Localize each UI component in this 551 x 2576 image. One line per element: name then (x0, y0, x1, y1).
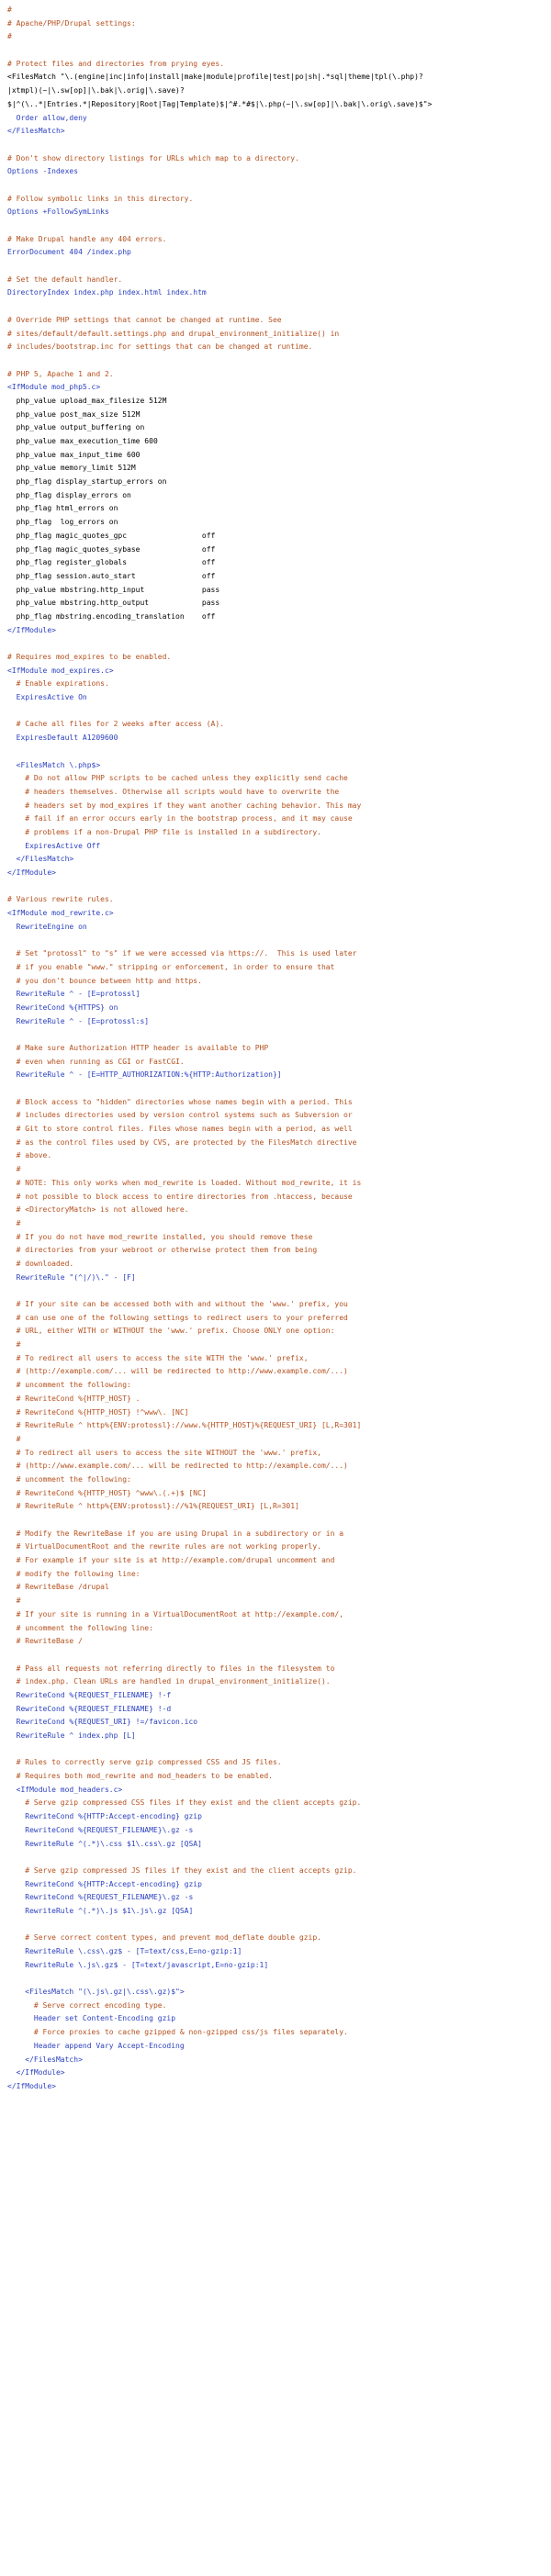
code-line: # Set "protossl" to "s" if we were accessed via https://. This is used later (7, 949, 357, 958)
code-line: RewriteCond %{REQUEST_FILENAME}\.gz -s (7, 1825, 194, 1834)
code-line (7, 1082, 551, 1096)
code-line: RewriteCond %{REQUEST_FILENAME}\.gz -s (7, 1893, 194, 1902)
code-line: php_value post_max_size 512M (7, 409, 141, 419)
code-line: # If your site is running in a VirtualDocumentRoot at http://example.com/, (7, 1609, 344, 1618)
code-line: php_value max_input_time 600 (7, 450, 141, 459)
code-line: # Follow symbolic links in this directory. (7, 194, 194, 203)
code-line: # Requires both mod_rewrite and mod_headers to be enabled. (7, 1772, 273, 1781)
code-line: # headers set by mod_expires if they want another caching behavior. This may (7, 801, 362, 810)
code-line: RewriteCond %{HTTP:Accept-encoding} gzip (7, 1812, 202, 1821)
code-line (7, 637, 551, 651)
code-line: # if you enable "www." stripping or enforcement, in order to ensure that (7, 962, 335, 971)
code-line: Order allow,deny (7, 113, 87, 122)
code-line: # If you do not have mod_rewrite installed, you should remove these (7, 1232, 313, 1241)
code-line: RewriteCond %{HTTPS} on (7, 1002, 118, 1012)
code-line: # (7, 1434, 21, 1443)
code-line: php_flag session.auto_start off (7, 571, 216, 580)
code-line: # Protect files and directories from prying eyes. (7, 59, 225, 68)
code-line: <IfModule mod_expires.c> (7, 666, 114, 675)
code-line (7, 745, 551, 759)
code-line: php_flag magic_quotes_gpc off (7, 531, 216, 540)
code-line: php_value memory_limit 512M (7, 464, 136, 473)
code-line: # Serve correct encoding type. (7, 2000, 167, 2010)
code-line: # PHP 5, Apache 1 and 2. (7, 369, 114, 378)
code-line: ExpiresActive Off (7, 841, 101, 850)
code-line (7, 880, 551, 894)
code-line: # Modify the RewriteBase if you are using Drupal in a subdirectory or in a (7, 1529, 344, 1538)
code-line: # Do not allow PHP scripts to be cached unless they explicitly send cache (7, 774, 348, 783)
code-line: # (http://example.com/... will be redirected to http://www.example.com/...) (7, 1367, 348, 1376)
code-line (7, 1972, 551, 1986)
code-line: # VirtualDocumentRoot and the rewrite rules are not working properly. (7, 1542, 321, 1551)
code-line: # Make sure Authorization HTTP header is available to PHP (7, 1043, 269, 1052)
code-line (7, 1028, 551, 1042)
code-line: php_value max_execution_time 600 (7, 437, 158, 445)
code-line: RewriteRule ^ - [E=protossl] (7, 990, 141, 999)
code-line: # (7, 6, 12, 14)
code-line: RewriteRule \.js\.gz$ - [T=text/javascript,E=no-gzip:1] (7, 1960, 269, 1969)
code-line: # Apache/PHP/Drupal settings: (7, 18, 136, 28)
code-line: ExpiresActive On (7, 693, 87, 702)
code-line: php_value upload_max_filesize 512M (7, 396, 167, 405)
code-line: <IfModule mod_headers.c> (7, 1785, 123, 1794)
code-line (7, 219, 551, 233)
code-line: </FilesMatch> (7, 2055, 83, 2064)
code-line: # Set the default handler. (7, 274, 123, 284)
code-line: # Rules to correctly serve gzip compressed CSS and JS files. (7, 1758, 282, 1767)
code-line: php_value output_buffering on (7, 423, 145, 432)
code-line: <IfModule mod_rewrite.c> (7, 909, 114, 918)
code-line (7, 179, 551, 193)
code-line: # NOTE: This only works when mod_rewrite is loaded. Without mod_rewrite, it is (7, 1178, 362, 1187)
code-line: # Serve gzip compressed JS files if they exist and the client accepts gzip. (7, 1865, 357, 1875)
code-line: # To redirect all users to access the site WITH the 'www.' prefix, (7, 1353, 309, 1362)
code-line: # RewriteCond %{HTTP_HOST} !^www\. [NC] (7, 1407, 189, 1417)
code-line: </IfModule> (7, 868, 56, 877)
code-line: # (7, 1596, 21, 1606)
code-line: php_value mbstring.http_input pass (7, 585, 220, 594)
code-line: # Various rewrite rules. (7, 895, 114, 904)
code-line: # <DirectoryMatch> is not allowed here. (7, 1205, 189, 1215)
code-line: Options -Indexes (7, 167, 79, 176)
code-line: # RewriteRule ^ http%{ENV:protossl}://%1%{REQUEST_URI} [L,R=301] (7, 1502, 299, 1511)
code-line: RewriteCond %{REQUEST_FILENAME} !-d (7, 1704, 172, 1713)
code-line: </FilesMatch> (7, 127, 65, 136)
code-line: # RewriteCond %{HTTP_HOST} . (7, 1394, 141, 1403)
code-line: # RewriteBase / (7, 1637, 83, 1646)
code-line: RewriteRule ^ - [E=HTTP_AUTHORIZATION:%{HTTP:Authorization}] (7, 1070, 282, 1080)
code-line: # Pass all requests not referring directly to files in the filesystem to (7, 1663, 335, 1673)
code-line: Options +FollowSymLinks (7, 207, 109, 217)
code-line: # uncomment the following: (7, 1474, 131, 1484)
code-line: # you don't bounce between http and https. (7, 976, 202, 985)
code-line (7, 705, 551, 719)
code-line: # Serve gzip compressed CSS files if they exist and the client accepts gzip. (7, 1798, 362, 1808)
code-line (7, 934, 551, 947)
code-line: php_flag display_startup_errors on (7, 477, 167, 487)
code-line: php_flag html_errors on (7, 504, 118, 513)
code-line: ExpiresDefault A1209600 (7, 734, 118, 743)
code-line (7, 300, 551, 314)
code-line (7, 260, 551, 274)
code-line (7, 1284, 551, 1298)
code-line: Header append Vary Accept-Encoding (7, 2041, 185, 2050)
code-line: # RewriteRule ^ http%{ENV:protossl}://www.%{HTTP_HOST}%{REQUEST_URI} [L,R=301] (7, 1421, 362, 1430)
code-line: </IfModule> (7, 2081, 56, 2090)
code-line: # downloaded. (7, 1259, 74, 1268)
code-line: RewriteCond %{REQUEST_URI} !=/favicon.ico (7, 1718, 198, 1727)
code-line: php_value mbstring.http_output pass (7, 599, 220, 608)
code-line: <FilesMatch \.php$> (7, 760, 101, 769)
code-line (7, 44, 551, 58)
code-line: # If your site can be accessed both with and without the 'www.' prefix, you (7, 1300, 348, 1308)
code-line: # includes/bootstrap.inc for settings that can be changed at runtime. (7, 342, 313, 352)
code-line: # Force proxies to cache gzipped & non-gzipped css/js files separately. (7, 2028, 348, 2037)
code-line: RewriteRule \.css\.gz$ - [T=text/css,E=no-gzip:1] (7, 1947, 242, 1955)
code-line: # (7, 1218, 21, 1227)
code-line: php_flag display_errors on (7, 490, 131, 499)
code-line: php_flag register_globals off (7, 558, 216, 567)
code-line: # (http://www.example.com/... will be redirected to http://example.com/...) (7, 1462, 348, 1471)
code-line: RewriteCond %{REQUEST_FILENAME} !-f (7, 1690, 172, 1699)
code-line: # RewriteBase /drupal (7, 1583, 109, 1592)
code-line: # can use one of the following settings to redirect users to your preferred (7, 1313, 348, 1322)
code-line (7, 1649, 551, 1663)
code-line: # even when running as CGI or FastCGI. (7, 1057, 185, 1066)
code-line: RewriteRule "(^|/)\." - [F] (7, 1272, 136, 1282)
code-line: php_flag mbstring.encoding_translation off (7, 611, 216, 621)
code-line: # not possible to block access to entire directories from .htaccess, because (7, 1192, 353, 1201)
code-line: <IfModule mod_php5.c> (7, 383, 101, 392)
code-line (7, 1851, 551, 1865)
code-line: </FilesMatch> (7, 855, 74, 864)
code-line: </IfModule> (7, 2068, 65, 2078)
code-line: # Requires mod_expires to be enabled. (7, 653, 172, 661)
code-line: <FilesMatch "\.(engine|inc|info|install|make|module|profile|test|po|sh|.*sql|theme|tpl(\.php)? (7, 73, 423, 82)
code-line: DirectoryIndex index.php index.html index.htm (7, 288, 207, 297)
code-line: RewriteCond %{HTTP:Accept-encoding} gzip (7, 1879, 202, 1888)
code-line: RewriteRule ^ index.php [L] (7, 1731, 136, 1740)
code-line (7, 139, 551, 152)
code-line: RewriteRule ^(.*)\.js $1\.js\.gz [QSA] (7, 1906, 194, 1915)
code-line: php_flag magic_quotes_sybase off (7, 544, 216, 554)
code-line (7, 354, 551, 368)
code-line: # headers themselves. Otherwise all scripts would have to overwrite the (7, 787, 340, 796)
code-line: # uncomment the following: (7, 1381, 131, 1390)
code-line: # Make Drupal handle any 404 errors. (7, 234, 167, 243)
code-line: # uncomment the following line: (7, 1623, 153, 1632)
code-line: # modify the following line: (7, 1569, 141, 1578)
code-line: # (7, 1340, 21, 1350)
code-line: RewriteEngine on (7, 922, 87, 931)
code-line: # above. (7, 1151, 52, 1160)
code-line: # includes directories used by version control systems such as Subversion or (7, 1111, 353, 1120)
code-line: <FilesMatch "(\.js\.gz|\.css\.gz)$"> (7, 1988, 185, 1997)
code-line: Header set Content-Encoding gzip (7, 2014, 176, 2023)
code-line: RewriteRule ^(.*)\.css $1\.css\.gz [QSA] (7, 1839, 202, 1848)
code-line (7, 1514, 551, 1528)
code-line: # Override PHP settings that cannot be changed at runtime. See (7, 315, 282, 324)
code-line: # Don't show directory listings for URLs which map to a directory. (7, 153, 299, 162)
code-line: </IfModule> (7, 625, 56, 634)
code-line: # index.php. Clean URLs are handled in drupal_environment_initialize(). (7, 1677, 331, 1686)
code-line (7, 1919, 551, 1932)
code-line: # problems if a non-Drupal PHP file is installed in a subdirectory. (7, 827, 321, 836)
code-line: # (7, 1165, 21, 1174)
code-line: ErrorDocument 404 /index.php (7, 248, 131, 257)
code-line: # To redirect all users to access the site WITHOUT the 'www.' prefix, (7, 1448, 321, 1457)
code-line: php_flag log_errors on (7, 518, 118, 527)
code-line (7, 1743, 551, 1757)
code-line: # URL, either WITH or WITHOUT the 'www.' prefix. Choose ONLY one option: (7, 1327, 335, 1336)
code-line: $|^(\..*|Entries.*|Repository|Root|Tag|Template)$|^#.*#$|\.php(~|\.sw[op]|\.bak|\.orig\.save)$"> (7, 99, 433, 108)
code-line: # sites/default/default.settings.php and drupal_environment_initialize() in (7, 329, 340, 338)
code-line: # as the control files used by CVS, are protected by the FilesMatch directive (7, 1137, 357, 1147)
code-line: # RewriteCond %{HTTP_HOST} ^www\.(.+)$ [NC] (7, 1488, 207, 1497)
code-line: # Cache all files for 2 weeks after access (A). (7, 720, 225, 729)
code-line: # Git to store control files. Files whose names begin with a period, as well (7, 1125, 353, 1134)
code-line: # fail if an error occurs early in the bootstrap process, and it may cause (7, 814, 353, 823)
code-line: RewriteRule ^ - [E=protossl:s] (7, 1016, 150, 1025)
code-line: # Enable expirations. (7, 679, 109, 689)
code-line: # Serve correct content types, and prevent mod_deflate double gzip. (7, 1933, 321, 1943)
code-line: # Block access to "hidden" directories whose names begin with a period. This (7, 1097, 353, 1106)
code-line: # For example if your site is at http://example.com/drupal uncomment and (7, 1556, 335, 1565)
code-line: |xtmpl)(~|\.sw[op]|\.bak|\.orig|\.save)? (7, 86, 185, 95)
code-line: # (7, 32, 12, 41)
code-line: # directories from your webroot or otherwise protect them from being (7, 1246, 318, 1255)
